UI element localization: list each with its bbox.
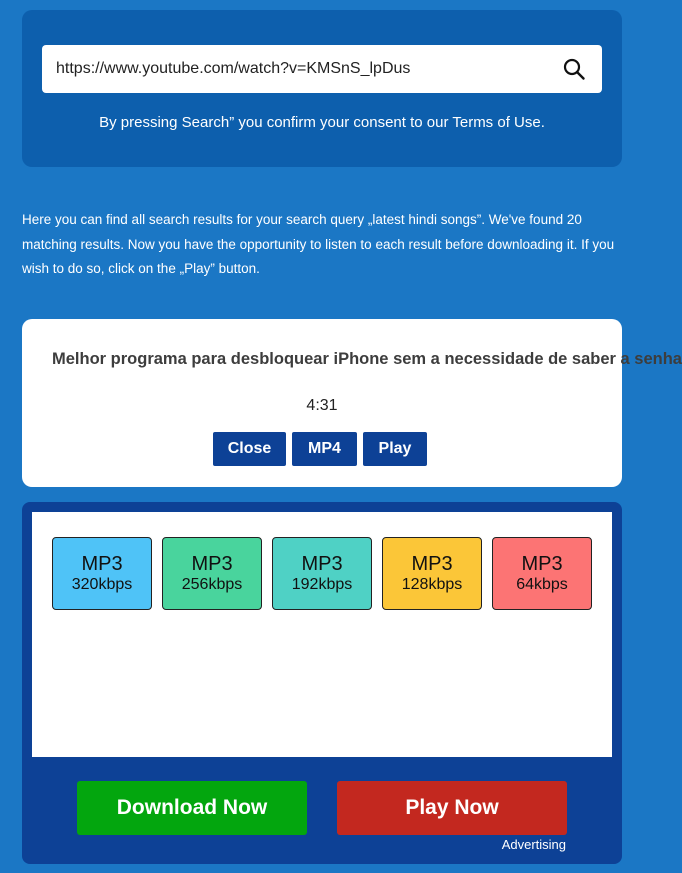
close-button[interactable]: Close [213,432,286,466]
play-now-button[interactable]: Play Now [337,781,567,835]
consent-text: By pressing Search” you confirm your consent to our Terms of Use. [99,114,545,131]
download-panel [22,502,622,864]
result-card [22,319,682,487]
format-bitrate: 256kbps [181,575,243,593]
search-panel [22,10,622,167]
format-mp3-256[interactable] [162,537,262,610]
result-title: Melhor programa para desbloquear iPhone sem a necessidade de saber a senha [52,350,682,368]
format-type: MP3 [191,552,233,575]
format-bitrate: 128kbps [401,575,463,593]
formats-box [32,512,612,757]
format-mp3-320[interactable] [52,537,152,610]
play-button[interactable]: Play [363,432,427,466]
download-now-button[interactable]: Download Now [77,781,307,835]
format-type: MP3 [301,552,343,575]
intro-text: Here you can find all search results for your search query „latest hindi songs”. We've found 20 matching results. Now you have the opportunity to listen to each result before downloading it. If you wish to do so, click on the „Play” button. [22,212,615,276]
format-type: MP3 [411,552,453,575]
format-bitrate: 320kbps [71,575,133,593]
mp4-button[interactable]: MP4 [292,432,357,466]
search-box [42,45,602,93]
search-icon [563,58,585,80]
result-actions [213,432,427,466]
search-button[interactable] [560,55,588,83]
format-bitrate: 64kbps [516,575,568,593]
format-type: MP3 [521,552,563,575]
result-duration: 4:31 [306,397,338,414]
format-mp3-64[interactable] [492,537,592,610]
format-bitrate: 192kbps [291,575,353,593]
format-mp3-128[interactable] [382,537,482,610]
advertising-label: Advertising [501,837,566,852]
format-mp3-192[interactable] [272,537,372,610]
search-input[interactable] [42,45,542,93]
format-type: MP3 [81,552,123,575]
